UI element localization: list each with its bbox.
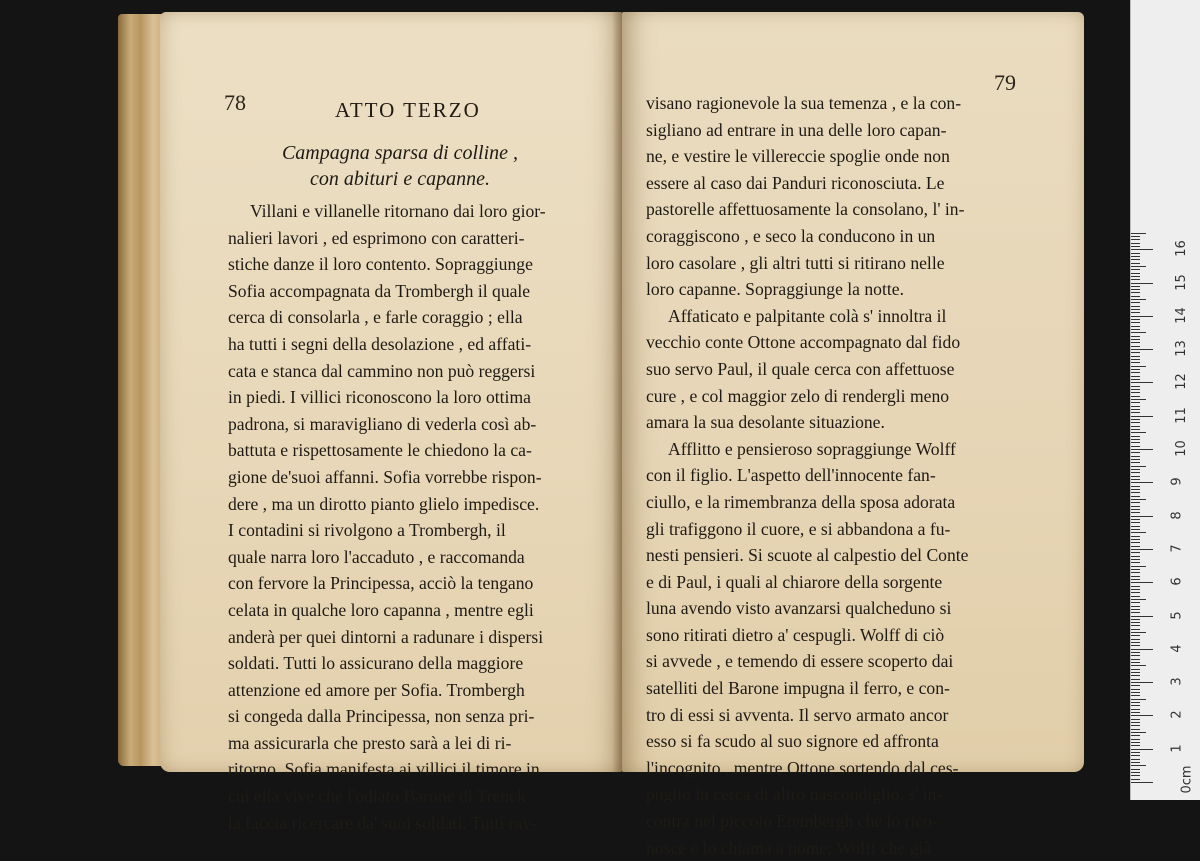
ruler-tick — [1131, 432, 1146, 433]
text-line: quale narra loro l'accaduto , e raccomanda — [228, 546, 525, 567]
ruler-tick — [1131, 492, 1140, 493]
left-page-number: 78 — [224, 90, 246, 115]
ruler-tick — [1131, 725, 1140, 726]
ruler-tick — [1131, 695, 1140, 696]
ruler-tick — [1131, 556, 1140, 557]
ruler-tick — [1131, 249, 1153, 250]
text-line: nesti pensieri. Si scuote al calpestio del Conte — [646, 545, 969, 566]
ruler-tick — [1131, 542, 1140, 543]
left-body-text — [228, 198, 600, 836]
ruler-tick — [1131, 669, 1140, 670]
ruler-tick — [1131, 619, 1140, 620]
right-body-text — [646, 90, 1026, 861]
ruler-tick — [1131, 302, 1140, 303]
ruler-tick — [1131, 689, 1140, 690]
ruler-number: 12 — [1173, 373, 1189, 391]
text-line: luna avendo visto avanzarsi qualcheduno si — [646, 598, 952, 619]
ruler-tick — [1131, 316, 1153, 317]
text-line: cata e stanca dal cammino non può reggersi — [228, 360, 536, 381]
ruler-tick — [1131, 592, 1140, 593]
ruler-tick — [1131, 326, 1140, 327]
text-line: pastorelle affettuosamente la consolano, l' in- — [646, 199, 965, 220]
ruler-tick — [1131, 273, 1140, 274]
scene-line: con abituri e capanne. — [310, 168, 490, 190]
ruler-tick — [1131, 672, 1140, 673]
ruler-tick — [1131, 243, 1140, 244]
ruler-tick — [1131, 642, 1140, 643]
ruler-tick — [1131, 292, 1140, 293]
ruler-tick — [1131, 379, 1140, 380]
text-line: vecchio conte Ottone accompagnato dal fido — [646, 332, 961, 353]
ruler-tick — [1131, 396, 1140, 397]
ruler-unit-label: 0cm — [1179, 765, 1195, 794]
text-line: gione de'suoi affanni. Sofia vorrebbe rispon- — [228, 466, 542, 487]
ruler-tick — [1131, 589, 1140, 590]
ruler-tick — [1131, 279, 1140, 280]
text-line: coraggiscono , e seco la conducono in un — [646, 225, 936, 246]
ruler-tick — [1131, 659, 1140, 660]
ruler-tick — [1131, 386, 1140, 387]
ruler-tick — [1131, 569, 1140, 570]
ruler-number: 6 — [1169, 577, 1185, 586]
ruler-tick — [1131, 489, 1140, 490]
ruler-tick — [1131, 239, 1140, 240]
ruler-tick — [1131, 482, 1153, 483]
ruler-number: 8 — [1169, 510, 1185, 520]
ruler-tick — [1131, 645, 1140, 646]
text-line: contra nel piccolo Etembergh che lo rico- — [646, 811, 938, 832]
ruler-tick — [1131, 436, 1140, 437]
ruler-tick — [1131, 745, 1140, 746]
text-line: loro capanne. Sopraggiunge la notte. — [646, 279, 904, 300]
text-line: l'incognito , mentre Ottone sortendo dal ces- — [646, 757, 959, 778]
ruler-tick — [1131, 459, 1140, 460]
ruler-tick — [1131, 362, 1140, 363]
ruler-tick — [1131, 256, 1140, 257]
ruler-tick — [1131, 586, 1140, 587]
ruler-tick — [1131, 392, 1140, 393]
ruler-tick — [1131, 339, 1140, 340]
ruler-number: 3 — [1169, 677, 1185, 686]
ruler-tick — [1131, 735, 1140, 736]
text-line: anderà per quei dintorni a radunare i dispersi — [228, 626, 544, 647]
text-line: satelliti del Barone impugna il ferro, e con- — [646, 678, 950, 699]
text-line: ne, e vestire le villereccie spoglie onde non — [646, 146, 950, 167]
ruler-tick — [1131, 709, 1140, 710]
ruler-tick — [1131, 609, 1140, 610]
ruler-tick — [1131, 576, 1140, 577]
ruler-tick — [1131, 749, 1153, 750]
text-line: esso si fa scudo al suo signore ed affronta — [646, 731, 939, 752]
ruler-tick — [1131, 502, 1140, 503]
ruler-tick — [1131, 635, 1140, 636]
ruler-number: 10 — [1173, 440, 1189, 457]
ruler-tick — [1131, 729, 1140, 730]
ruler-tick — [1131, 329, 1140, 330]
ruler-tick — [1131, 319, 1140, 320]
ruler-tick — [1131, 715, 1153, 716]
ruler-tick — [1131, 442, 1140, 443]
ruler-number: 14 — [1173, 307, 1189, 324]
ruler-tick — [1131, 532, 1146, 533]
text-line: con fervore la Principessa, acciò la tengano — [228, 573, 534, 594]
ruler-tick — [1131, 606, 1140, 607]
ruler-tick — [1131, 632, 1146, 633]
ruler-tick — [1131, 296, 1140, 297]
ruler-tick — [1131, 702, 1140, 703]
measuring-ruler — [1130, 0, 1200, 800]
text-line: suo servo Paul, il quale cerca con affettuose — [646, 358, 955, 379]
text-line: attenzione ed amore per Sofia. Trombergh — [228, 679, 525, 700]
ruler-tick — [1131, 399, 1146, 400]
ruler-tick — [1131, 263, 1140, 264]
ruler-tick — [1131, 536, 1140, 537]
ruler-tick — [1131, 779, 1140, 780]
ruler-tick — [1131, 349, 1153, 350]
ruler-tick — [1131, 629, 1140, 630]
ruler-number: 7 — [1169, 544, 1185, 553]
ruler-tick — [1131, 722, 1140, 723]
text-line: battuta e rispettosamente le chiedono la ca- — [228, 440, 532, 461]
ruler-tick — [1131, 342, 1140, 343]
ruler-tick — [1131, 402, 1140, 403]
ruler-tick — [1131, 506, 1140, 507]
text-line: Sofia accompagnata da Trombergh il quale — [228, 280, 531, 301]
ruler-tick — [1131, 522, 1140, 523]
text-line: ciullo, e la rimembranza della sposa adorata — [646, 491, 956, 512]
ruler-tick — [1131, 526, 1140, 527]
ruler-tick — [1131, 289, 1140, 290]
left-page — [160, 12, 622, 833]
ruler-tick — [1131, 762, 1140, 763]
ruler-tick — [1131, 549, 1153, 550]
ruler-tick — [1131, 486, 1140, 487]
text-line: sono ritirati dietro a' cespugli. Wolff di ciò — [646, 624, 945, 645]
ruler-tick — [1131, 772, 1140, 773]
ruler-tick — [1131, 372, 1140, 373]
ruler-number: 4 — [1169, 644, 1185, 653]
ruler-tick — [1131, 599, 1146, 600]
text-line: padrona, si maravigliano di vederla così ab- — [228, 413, 537, 434]
text-line: con il figlio. L'aspetto dell'innocente fan- — [646, 465, 936, 486]
scene-line: Campagna sparsa di colline , — [281, 142, 519, 164]
ruler-tick — [1131, 579, 1140, 580]
text-line: in piedi. I villici riconoscono la loro ottima — [228, 387, 531, 408]
text-line: dere , ma un dirotto pianto glielo impedisce. — [228, 493, 540, 514]
ruler-tick — [1131, 246, 1140, 247]
text-line: loro casolare , gli altri tutti si ritirano nelle — [646, 252, 945, 273]
ruler-tick — [1131, 562, 1140, 563]
ruler-tick — [1131, 276, 1140, 277]
ruler-tick — [1131, 539, 1140, 540]
text-line: celata in qualche loro capanna , mentre egli — [228, 599, 534, 620]
ruler-tick — [1131, 259, 1140, 260]
ruler-tick — [1131, 755, 1140, 756]
ruler-tick — [1131, 426, 1140, 427]
ruler-tick — [1131, 662, 1140, 663]
ruler-tick — [1131, 382, 1153, 383]
ruler-tick — [1131, 699, 1146, 700]
ruler-number: 11 — [1173, 406, 1189, 424]
ruler-tick — [1131, 322, 1140, 323]
ruler-tick — [1131, 429, 1140, 430]
ruler-tick — [1131, 566, 1146, 567]
ruler-tick — [1131, 449, 1153, 450]
scene-description — [220, 140, 580, 192]
text-line: cui ella vive che l'odiato Barone di Trenck — [228, 786, 526, 807]
text-line: amara la sua desolante situazione. — [646, 412, 885, 433]
ruler-number: 15 — [1173, 273, 1189, 291]
text-line: gli trafiggono il cuore, e si abbandona a fu- — [646, 518, 951, 539]
ruler-number: 9 — [1169, 477, 1185, 486]
ruler-number: 1 — [1169, 744, 1185, 753]
ruler-tick — [1131, 422, 1140, 423]
ruler-tick — [1131, 719, 1140, 720]
ruler-tick — [1131, 409, 1140, 410]
text-line: sigliano ad entrare in una delle loro capan- — [646, 119, 947, 140]
text-line: ma assicurarla che presto sarà a lei di ri- — [228, 732, 512, 753]
ruler-number: 2 — [1169, 710, 1185, 720]
ruler-tick — [1131, 782, 1153, 783]
ruler-tick — [1131, 732, 1146, 733]
ruler-tick — [1131, 352, 1140, 353]
text-line: Affaticato e palpitante colà s' innoltra il — [668, 305, 947, 326]
ruler-tick — [1131, 512, 1140, 513]
ruler-tick — [1131, 519, 1140, 520]
ruler-tick — [1131, 552, 1140, 553]
ruler-tick — [1131, 509, 1140, 510]
ruler-tick — [1131, 283, 1153, 284]
ruler-tick — [1131, 769, 1140, 770]
act-heading: ATTO TERZO — [335, 98, 481, 122]
text-line: stiche danze il loro contento. Sopraggiunge — [228, 254, 533, 275]
text-line: nosce e lo chiama a nome; Wolff che già — [646, 837, 932, 858]
ruler-tick — [1131, 572, 1140, 573]
ruler-tick — [1131, 446, 1140, 447]
ruler-tick — [1131, 739, 1140, 740]
ruler-tick — [1131, 233, 1146, 234]
text-line: ritorno. Sofia manifesta ai villici il timore in — [228, 759, 540, 780]
ruler-tick — [1131, 529, 1140, 530]
text-line: si congeda dalla Principessa, non senza pri- — [228, 706, 535, 727]
ruler-tick — [1131, 516, 1153, 517]
ruler-tick — [1131, 665, 1146, 666]
ruler-tick — [1131, 356, 1140, 357]
ruler-tick — [1131, 546, 1140, 547]
text-line: soldati. Tutti lo assicurano della maggiore — [228, 653, 524, 674]
ruler-tick — [1131, 622, 1140, 623]
ruler-tick — [1131, 306, 1140, 307]
ruler-tick — [1131, 752, 1140, 753]
ruler-tick — [1131, 462, 1140, 463]
text-line: ha tutti i segni della desolazione , ed affati- — [228, 333, 532, 354]
ruler-tick — [1131, 759, 1140, 760]
ruler-tick — [1131, 559, 1140, 560]
ruler-tick — [1131, 655, 1140, 656]
ruler-tick — [1131, 253, 1140, 254]
ruler-tick — [1131, 612, 1140, 613]
ruler-tick — [1131, 452, 1140, 453]
ruler-tick — [1131, 476, 1140, 477]
text-line: I contadini si rivolgono a Trombergh, il — [228, 520, 506, 541]
ruler-number: 5 — [1169, 610, 1185, 620]
text-line: Afflitto e pensieroso sopraggiunge Wolff — [668, 438, 956, 459]
text-line: tro di essi si avventa. Il servo armato ancor — [646, 704, 949, 725]
text-line: la faccia ricercare da' suoi soldati. Tutti rav- — [228, 812, 537, 833]
ruler-tick — [1131, 416, 1153, 417]
ruler-tick — [1131, 499, 1146, 500]
text-line: puglio in cerca di altro nascondiglio, s' in- — [646, 784, 943, 805]
ruler-tick — [1131, 419, 1140, 420]
ruler-number: 16 — [1173, 240, 1189, 257]
ruler-tick — [1131, 236, 1140, 237]
ruler-tick — [1131, 346, 1140, 347]
ruler-tick — [1131, 582, 1153, 583]
text-line: e di Paul, i quali al chiarore della sorgente — [646, 571, 943, 592]
ruler-tick — [1131, 299, 1146, 300]
ruler-tick — [1131, 479, 1140, 480]
ruler-tick — [1131, 596, 1140, 597]
ruler-tick — [1131, 369, 1140, 370]
ruler-tick — [1131, 765, 1146, 766]
ruler-tick — [1131, 309, 1140, 310]
ruler-tick — [1131, 685, 1140, 686]
ruler-tick — [1131, 625, 1140, 626]
ruler-tick — [1131, 602, 1140, 603]
ruler-tick — [1131, 675, 1140, 676]
ruler-number: 13 — [1173, 340, 1189, 357]
ruler-tick — [1131, 472, 1140, 473]
ruler-tick — [1131, 466, 1146, 467]
right-page-number: 79 — [994, 70, 1016, 95]
text-line: essere al caso dai Panduri riconosciuta. Le — [646, 172, 945, 193]
ruler-tick — [1131, 332, 1146, 333]
ruler-tick — [1131, 389, 1140, 390]
text-line: cerca di consolarla , e farle coraggio ; ella — [228, 307, 523, 328]
ruler-tick — [1131, 682, 1153, 683]
ruler-tick — [1131, 439, 1140, 440]
ruler-tick — [1131, 496, 1140, 497]
ruler-tick — [1131, 692, 1140, 693]
text-line: cure , e col maggior zelo di rendergli meno — [646, 385, 950, 406]
ruler-tick — [1131, 469, 1140, 470]
text-line: nalieri lavori , ed esprimono con caratteri- — [228, 227, 525, 248]
ruler-tick — [1131, 269, 1140, 270]
ruler-tick — [1131, 412, 1140, 413]
ruler-tick — [1131, 359, 1140, 360]
ruler-tick — [1131, 456, 1140, 457]
ruler-tick — [1131, 712, 1140, 713]
ruler-tick — [1131, 266, 1146, 267]
text-line: visano ragionevole la sua temenza , e la con- — [646, 93, 962, 113]
text-line: Villani e villanelle ritornano dai loro gior- — [250, 201, 546, 221]
ruler-tick — [1131, 649, 1153, 650]
ruler-tick — [1131, 616, 1153, 617]
ruler-tick — [1131, 376, 1140, 377]
ruler-tick — [1131, 312, 1140, 313]
ruler-tick — [1131, 639, 1140, 640]
ruler-tick — [1131, 775, 1140, 776]
ruler-tick — [1131, 742, 1140, 743]
ruler-tick — [1131, 366, 1146, 367]
ruler-tick — [1131, 406, 1140, 407]
ruler-tick — [1131, 705, 1140, 706]
ruler-tick — [1131, 286, 1140, 287]
ruler-tick — [1131, 336, 1140, 337]
ruler-tick — [1131, 679, 1140, 680]
text-line: si avvede , e temendo di essere scoperto dai — [646, 651, 954, 672]
ruler-tick — [1131, 652, 1140, 653]
right-page — [622, 12, 1084, 858]
